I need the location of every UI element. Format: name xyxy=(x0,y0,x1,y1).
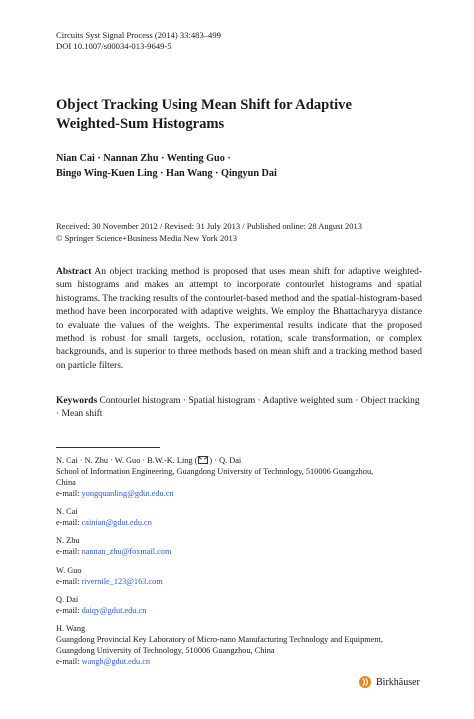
abstract-label: Abstract xyxy=(56,267,92,277)
authors-line-1: Nian Cai · Nannan Zhu · Wenting Guo · xyxy=(56,153,231,164)
received-revised-published: Received: 30 November 2012 / Revised: 31 July 2013 / Published online: 28 August 2013 xyxy=(56,221,362,231)
title-line-1: Object Tracking Using Mean Shift for Adaptive xyxy=(56,97,352,113)
affiliation-zhu: N. Zhu e-mail: nannan_zhu@foxmail.com xyxy=(56,536,426,558)
publisher-name: Birkhäuser xyxy=(376,676,420,688)
copyright-line: © Springer Science+Business Media New York 2013 xyxy=(56,232,237,243)
footnote-divider xyxy=(56,447,160,448)
journal-citation: Circuits Syst Signal Process (2014) 33:483–499 xyxy=(56,30,221,40)
paper-title xyxy=(56,96,436,134)
keywords-label: Keywords xyxy=(56,396,98,406)
envelope-icon xyxy=(198,456,208,464)
dai-email-link[interactable]: daiqy@gdut.edu.cn xyxy=(81,605,147,615)
journal-header xyxy=(56,30,221,52)
abstract-section xyxy=(56,266,422,373)
publisher-mark xyxy=(358,675,420,689)
main-school-line-2: China xyxy=(56,477,76,487)
doi-line[interactable]: DOI 10.1007/s00034-013-9649-5 xyxy=(56,41,172,51)
guo-name: W. Guo xyxy=(56,565,82,575)
wang-lab-line-2: Guangdong University of Technology, 510006 Guangzhou, China xyxy=(56,646,275,656)
wang-name: H. Wang xyxy=(56,624,86,634)
abstract-text: An object tracking method is proposed that uses mean shift for adaptive weighted-sum histograms and makes an attempt to incorporate contourlet histograms and spatial histograms. The tracking results of the contourlet-based method and the spatial-histogram-based method have been incorporated with adaptive weights. We employ the Bhattacharyya distance to evaluate the values of the weights. The experimental results indicate that the proposed method is robust for small targets, occlusion, rotation, scale transformation, or complex backgrounds, and is superior to three methods based on mean shift and a tracking method based on particle filters. xyxy=(56,267,423,371)
publication-dates xyxy=(56,221,436,244)
keywords-text: Contourlet histogram · Spatial histogram · Adaptive weighted sum · Object tracking · Mean shift xyxy=(56,396,420,420)
zhu-name: N. Zhu xyxy=(56,536,80,546)
affiliation-guo: W. Guo e-mail: rivernile_123@163.com xyxy=(56,566,426,588)
affiliation-main xyxy=(56,456,426,500)
main-school-line-1: School of Information Engineering, Guangdong University of Technology, 510006 Guangzhou, xyxy=(56,466,374,476)
cai-email-link[interactable]: cainian@gdut.edu.cn xyxy=(81,518,152,528)
guo-email-link[interactable]: rivernile_123@163.com xyxy=(81,576,163,586)
wang-lab-line-1: Guangdong Provincial Key Laboratory of Micro-nano Manufacturing Technology and Equipment, xyxy=(56,635,383,645)
zhu-email-link[interactable]: nannan_zhu@foxmail.com xyxy=(81,547,172,557)
dai-name: Q. Dai xyxy=(56,595,79,605)
main-email-link[interactable]: yongquanling@gdut.edu.cn xyxy=(81,488,174,498)
affiliation-dai: Q. Dai e-mail: daiqy@gdut.edu.cn xyxy=(56,595,426,617)
affiliation-wang: H. Wang Guangdong Provincial Key Laboratory of Micro-nano Manufacturing Technology and Equipment, Guangdong University of Technology, 510006 Guangzhou, China e-mail: wangh@gdut.edu.cn xyxy=(56,624,426,668)
wang-email-link[interactable]: wangh@gdut.edu.cn xyxy=(81,657,151,667)
main-email-line: e-mail: yongquanling@gdut.edu.cn xyxy=(56,488,174,498)
keywords-section xyxy=(56,395,422,422)
affiliation-cai: N. Cai e-mail: cainian@gdut.edu.cn xyxy=(56,507,426,529)
main-authors-line: N. Cai · N. Zhu · W. Guo · B.W.-K. Ling ( ) · Q. Dai xyxy=(56,456,242,465)
authors-line-2: Bingo Wing-Kuen Ling · Han Wang · Qingyun Dai xyxy=(56,167,277,179)
birkhauser-logo-icon xyxy=(358,675,372,689)
title-line-2: Weighted-Sum Histograms xyxy=(56,116,225,132)
affiliations xyxy=(56,456,426,676)
cai-name: N. Cai xyxy=(56,507,78,517)
author-list xyxy=(56,152,436,181)
